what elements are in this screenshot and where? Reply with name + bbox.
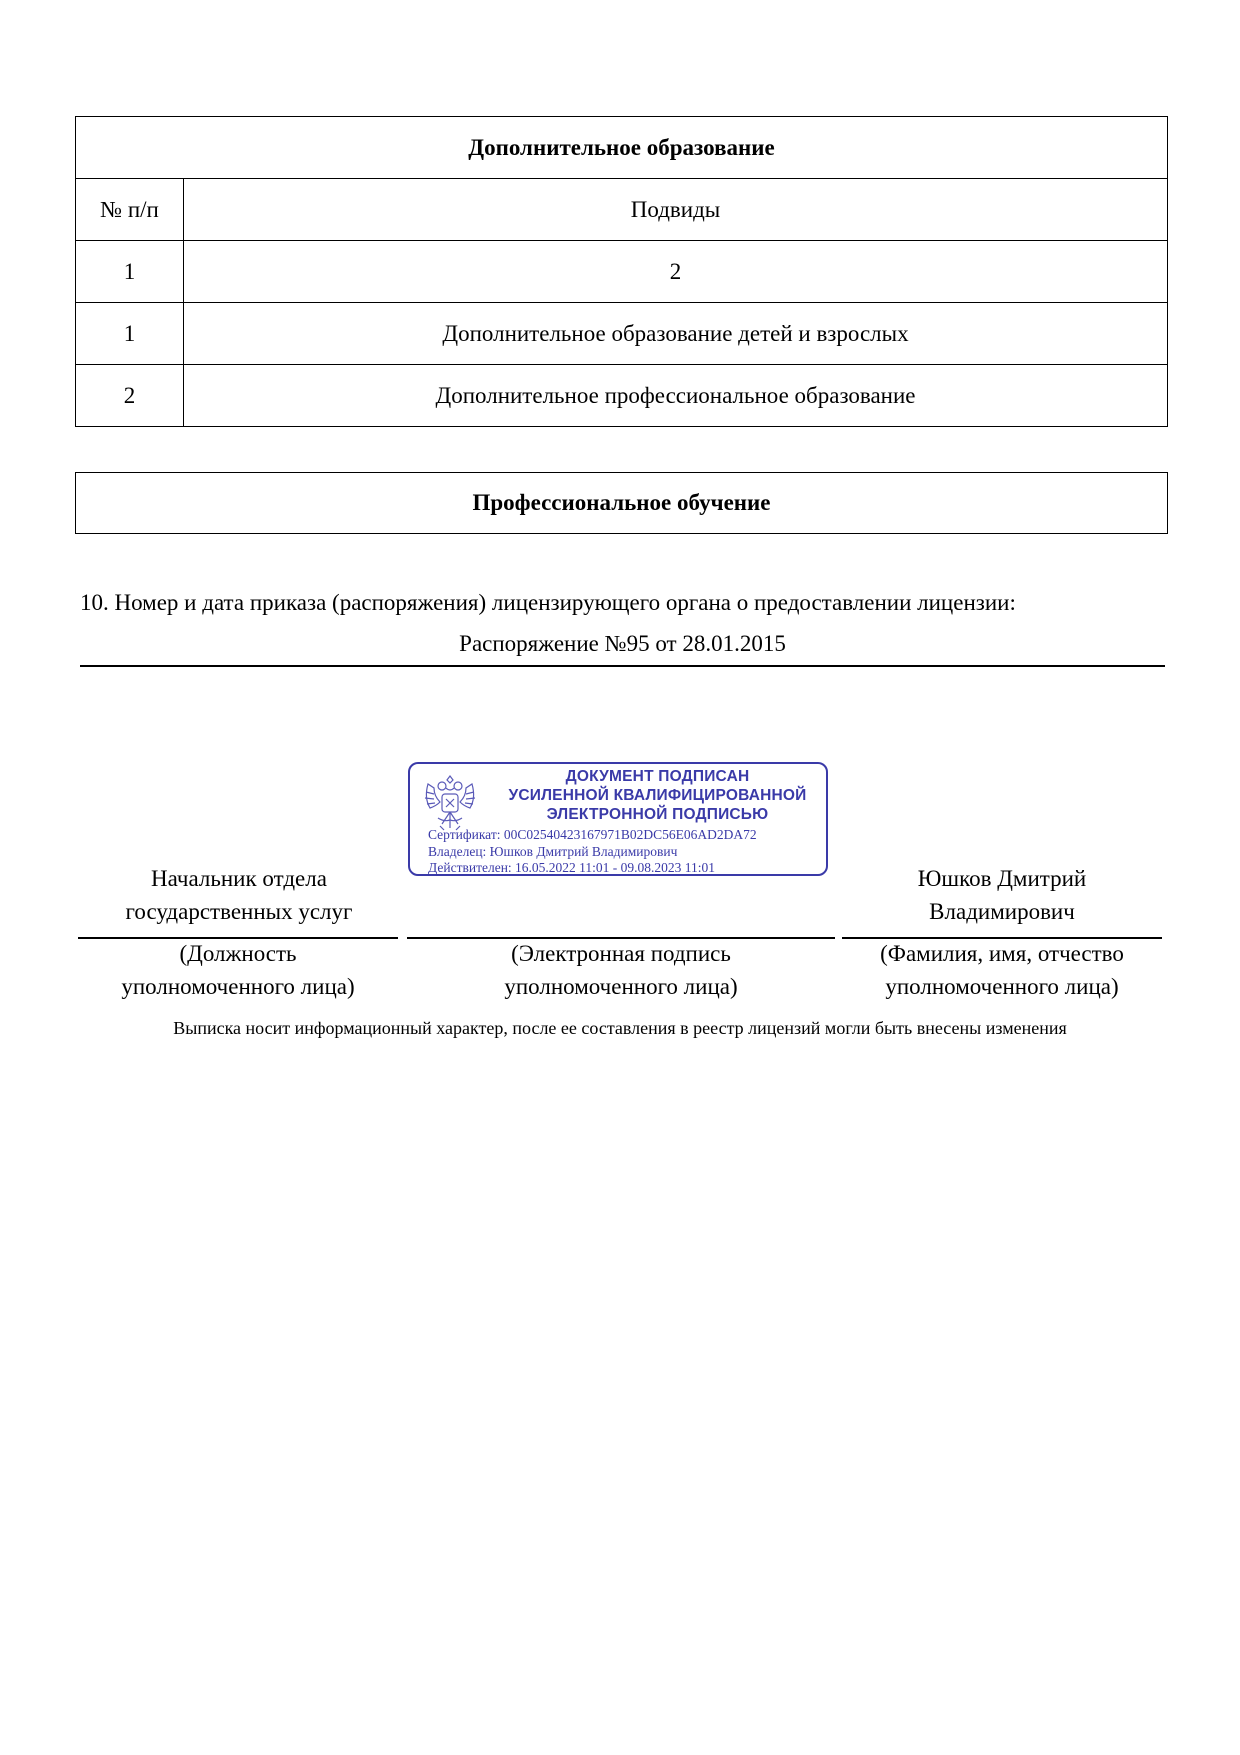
stamp-heading-line: УСИЛЕННОЙ КВАЛИФИЦИРОВАННОЙ	[508, 787, 807, 804]
caption-line: (Фамилия, имя, отчество	[880, 941, 1124, 966]
table-row	[76, 365, 1168, 427]
professional-training-title: Профессиональное обучение	[472, 490, 771, 515]
caption-line: (Электронная подпись	[511, 941, 731, 966]
stamp-heading-line: ДОКУМЕНТ ПОДПИСАН	[565, 768, 750, 785]
stamp-details	[428, 827, 757, 877]
row-subtype: Дополнительное профессиональное образование	[184, 365, 1168, 427]
column-header-number: № п/п	[76, 179, 184, 241]
order-underline	[80, 665, 1165, 667]
table-header-row	[76, 179, 1168, 241]
caption-line: (Должность	[179, 941, 297, 966]
order-number-date: Распоряжение №95 от 28.01.2015	[459, 631, 786, 656]
position-line: государственных услуг	[125, 899, 353, 924]
position-caption	[78, 937, 398, 1003]
signature-caption	[407, 937, 835, 1003]
official-position	[80, 862, 398, 928]
caption-line: уполномоченного лица)	[885, 974, 1119, 999]
caption-line: уполномоченного лица)	[121, 974, 355, 999]
stamp-heading-line: ЭЛЕКТРОННОЙ ПОДПИСЬЮ	[546, 806, 769, 823]
footer-note: Выписка носит информационный характер, после ее составления в реестр лицензий могли быть внесены изменения	[173, 1018, 1067, 1038]
numbering-cell: 1	[76, 241, 184, 303]
electronic-signature-stamp	[408, 762, 828, 876]
coat-of-arms-icon	[420, 772, 480, 834]
caption-line: уполномоченного лица)	[504, 974, 738, 999]
stamp-owner: Владелец: Юшков Дмитрий Владимирович	[428, 843, 678, 859]
numbering-cell: 2	[184, 241, 1168, 303]
row-number: 1	[76, 303, 184, 365]
table-title-row	[76, 117, 1168, 179]
professional-training-box	[75, 472, 1168, 534]
table-title: Дополнительное образование	[76, 117, 1168, 179]
name-line: Владимирович	[929, 899, 1075, 924]
stamp-validity: Действителен: 16.05.2022 11:01 - 09.08.2023 11:01	[428, 860, 716, 875]
stamp-heading	[490, 767, 825, 824]
official-name	[842, 862, 1162, 928]
name-line: Юшков Дмитрий	[917, 866, 1087, 891]
name-caption	[842, 937, 1162, 1003]
additional-education-table	[75, 116, 1168, 427]
table-numbering-row	[76, 241, 1168, 303]
column-header-subtypes: Подвиды	[184, 179, 1168, 241]
stamp-certificate: Сертификат: 00C02540423167971B02DC56E06AD2DA72	[428, 827, 757, 842]
row-number: 2	[76, 365, 184, 427]
row-subtype: Дополнительное образование детей и взрослых	[184, 303, 1168, 365]
position-line: Начальник отдела	[151, 866, 327, 891]
table-row	[76, 303, 1168, 365]
item-10-text: 10. Номер и дата приказа (распоряжения) лицензирующего органа о предоставлении лицензии:	[80, 590, 1016, 615]
